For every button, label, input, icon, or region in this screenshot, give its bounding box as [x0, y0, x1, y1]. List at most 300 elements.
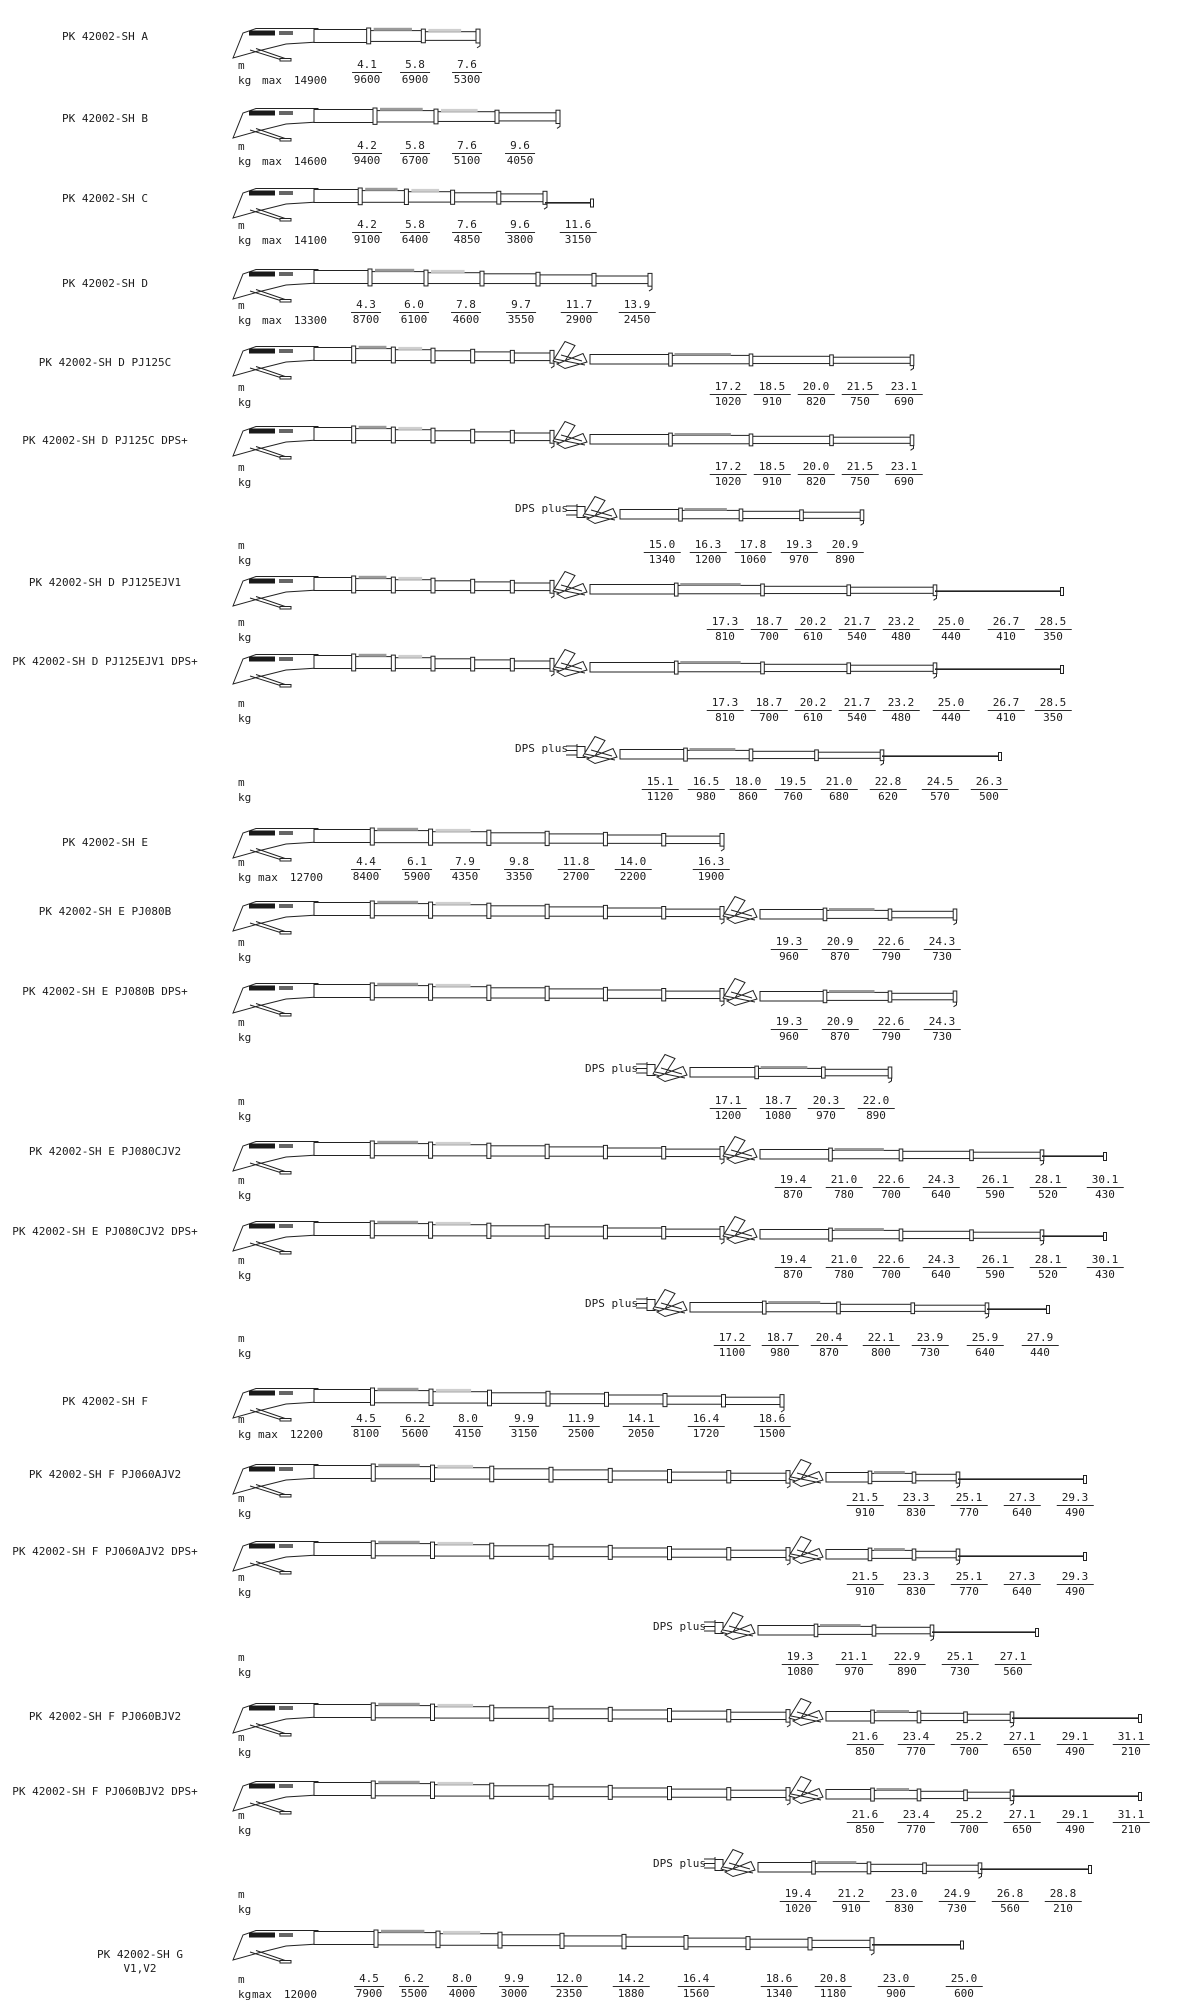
- outreach-value: 20.0: [798, 381, 835, 395]
- model-label-line2: V1,V2: [123, 1962, 157, 1975]
- capacity-value: 210: [1121, 1745, 1141, 1758]
- unit-m-label: m: [238, 776, 245, 789]
- capacity-value: 1020: [714, 475, 742, 488]
- outreach-value: 29.1: [1057, 1809, 1094, 1823]
- capacity-value: 490: [1065, 1506, 1085, 1519]
- max-value: 13300: [293, 314, 327, 327]
- dps-plus-label: DPS plus: [515, 742, 568, 755]
- capacity-value: 850: [855, 1823, 875, 1836]
- capacity-value: 1180: [819, 1987, 847, 2000]
- model-label: PK 42002-SH D PJ125C DPS+: [22, 434, 188, 447]
- outreach-value: 21.0: [821, 776, 858, 790]
- capacity-value: 3150: [510, 1427, 538, 1440]
- outreach-value: 23.0: [886, 1888, 923, 1902]
- outreach-value: 12.0: [551, 1973, 588, 1987]
- model-label: PK 42002-SH E PJ080CJV2 DPS+: [12, 1225, 198, 1238]
- capacity-value: 750: [850, 395, 870, 408]
- outreach-value: 7.6: [452, 140, 482, 154]
- capacity-value: 730: [950, 1665, 970, 1678]
- outreach-value: 23.4: [898, 1731, 935, 1745]
- capacity-value: 5100: [453, 154, 481, 167]
- unit-kg-label: kg: [238, 951, 252, 964]
- outreach-value: 19.3: [781, 539, 818, 553]
- outreach-value: 6.0: [399, 299, 429, 313]
- outreach-value: 24.3: [924, 1016, 961, 1030]
- crane-diagram: [566, 733, 1010, 779]
- unit-m-label: m: [238, 1332, 245, 1345]
- crane-diagram: [704, 1609, 1047, 1655]
- capacity-value: 810: [715, 630, 735, 643]
- capacity-value: 870: [830, 950, 850, 963]
- max-prefix: max: [262, 314, 282, 327]
- outreach-value: 21.2: [833, 1888, 870, 1902]
- model-label: PK 42002-SH E PJ080CJV2: [28, 1145, 182, 1158]
- capacity-value: 2900: [565, 313, 593, 326]
- capacity-value: 350: [1043, 711, 1063, 724]
- crane-diagram: [228, 975, 965, 1021]
- capacity-value: 1200: [694, 553, 722, 566]
- outreach-value: 20.9: [827, 539, 864, 553]
- capacity-value: 770: [959, 1585, 979, 1598]
- outreach-value: 25.9: [967, 1332, 1004, 1346]
- outreach-value: 7.6: [452, 59, 482, 73]
- max-capacity: [258, 1428, 323, 1441]
- capacity-value: 210: [1121, 1823, 1141, 1836]
- capacity-value: 350: [1043, 630, 1063, 643]
- outreach-value: 21.5: [847, 1492, 884, 1506]
- capacity-value: 2350: [555, 1987, 583, 2000]
- capacity-value: 690: [894, 475, 914, 488]
- capacity-value: 610: [803, 711, 823, 724]
- outreach-value: 7.8: [451, 299, 481, 313]
- unit-m-label: m: [238, 936, 245, 949]
- capacity-value: 7900: [355, 1987, 383, 2000]
- capacity-value: 700: [881, 1268, 901, 1281]
- outreach-value: 27.3: [1004, 1492, 1041, 1506]
- crane-diagram: [228, 418, 922, 464]
- outreach-value: 18.5: [754, 461, 791, 475]
- capacity-value: 830: [906, 1506, 926, 1519]
- outreach-value: 28.1: [1030, 1174, 1067, 1188]
- unit-m-label: m: [238, 1809, 245, 1822]
- unit-kg-label: kg: [238, 234, 252, 247]
- capacity-value: 830: [906, 1585, 926, 1598]
- unit-m-label: m: [238, 461, 245, 474]
- unit-m-label: m: [238, 1973, 245, 1986]
- capacity-value: 650: [1012, 1823, 1032, 1836]
- capacity-value: 490: [1065, 1745, 1085, 1758]
- unit-kg-label: kg: [238, 791, 252, 804]
- unit-m-label: m: [238, 140, 245, 153]
- outreach-value: 22.6: [873, 1016, 910, 1030]
- outreach-value: 24.5: [922, 776, 959, 790]
- model-label: PK 42002-SH F: [61, 1395, 149, 1408]
- outreach-value: 28.1: [1030, 1254, 1067, 1268]
- outreach-value: 20.2: [795, 616, 832, 630]
- capacity-value: 970: [844, 1665, 864, 1678]
- max-prefix: max: [262, 155, 282, 168]
- outreach-value: 19.3: [771, 1016, 808, 1030]
- model-label: PK 42002-SH C: [61, 192, 149, 205]
- capacity-value: 2200: [619, 870, 647, 883]
- capacity-value: 700: [759, 711, 779, 724]
- capacity-value: 8400: [352, 870, 380, 883]
- max-prefix: max: [262, 234, 282, 247]
- model-label: PK 42002-SH D: [61, 277, 149, 290]
- capacity-value: 700: [959, 1745, 979, 1758]
- outreach-value: 30.1: [1087, 1174, 1124, 1188]
- capacity-value: 890: [897, 1665, 917, 1678]
- max-prefix: max: [262, 74, 282, 87]
- outreach-value: 18.7: [762, 1332, 799, 1346]
- capacity-value: 730: [947, 1902, 967, 1915]
- capacity-value: 520: [1038, 1268, 1058, 1281]
- crane-diagram: [636, 1286, 1058, 1332]
- outreach-value: 19.4: [775, 1254, 812, 1268]
- outreach-value: 22.6: [873, 1254, 910, 1268]
- crane-diagram: [228, 893, 965, 939]
- model-label: PK 42002-SH B: [61, 112, 149, 125]
- unit-kg-label: kg: [238, 871, 252, 884]
- capacity-value: 730: [920, 1346, 940, 1359]
- outreach-value: 20.0: [798, 461, 835, 475]
- capacity-value: 790: [881, 1030, 901, 1043]
- outreach-value: 9.9: [499, 1973, 529, 1987]
- max-value: 14100: [293, 234, 327, 247]
- outreach-value: 17.8: [735, 539, 772, 553]
- unit-m-label: m: [238, 1731, 245, 1744]
- capacity-value: 410: [996, 630, 1016, 643]
- capacity-value: 6100: [400, 313, 428, 326]
- unit-kg-label: kg: [238, 1824, 252, 1837]
- dps-plus-label: DPS plus: [585, 1297, 638, 1310]
- capacity-value: 700: [959, 1823, 979, 1836]
- capacity-value: 430: [1095, 1188, 1115, 1201]
- outreach-value: 4.4: [351, 856, 381, 870]
- capacity-value: 780: [834, 1268, 854, 1281]
- outreach-value: 23.1: [886, 381, 923, 395]
- capacity-value: 3150: [564, 233, 592, 246]
- capacity-value: 770: [959, 1506, 979, 1519]
- capacity-value: 9100: [353, 233, 381, 246]
- outreach-value: 4.5: [354, 1973, 384, 1987]
- capacity-value: 480: [891, 711, 911, 724]
- model-label: PK 42002-SH D PJ125C: [38, 356, 172, 369]
- capacity-value: 830: [894, 1902, 914, 1915]
- unit-kg-label: kg: [238, 1189, 252, 1202]
- outreach-value: 17.2: [710, 461, 747, 475]
- capacity-value: 780: [834, 1188, 854, 1201]
- outreach-value: 18.6: [754, 1413, 791, 1427]
- capacity-value: 560: [1003, 1665, 1023, 1678]
- capacity-value: 620: [878, 790, 898, 803]
- capacity-value: 750: [850, 475, 870, 488]
- outreach-value: 22.9: [889, 1651, 926, 1665]
- capacity-value: 700: [759, 630, 779, 643]
- capacity-value: 870: [783, 1268, 803, 1281]
- capacity-value: 2500: [567, 1427, 595, 1440]
- outreach-value: 28.5: [1035, 697, 1072, 711]
- outreach-value: 16.5: [688, 776, 725, 790]
- outreach-value: 21.0: [826, 1174, 863, 1188]
- unit-kg-label: kg: [238, 1903, 252, 1916]
- crane-diagram: [228, 1922, 972, 1968]
- capacity-value: 870: [830, 1030, 850, 1043]
- capacity-value: 480: [891, 630, 911, 643]
- outreach-value: 4.2: [352, 219, 382, 233]
- capacity-value: 1900: [697, 870, 725, 883]
- capacity-value: 8100: [352, 1427, 380, 1440]
- capacity-value: 5600: [401, 1427, 429, 1440]
- capacity-value: 640: [975, 1346, 995, 1359]
- outreach-value: 25.1: [942, 1651, 979, 1665]
- capacity-value: 560: [1000, 1902, 1020, 1915]
- capacity-value: 1340: [648, 553, 676, 566]
- outreach-value: 26.7: [988, 697, 1025, 711]
- crane-diagram: [228, 820, 732, 866]
- capacity-value: 1500: [758, 1427, 786, 1440]
- capacity-value: 870: [783, 1188, 803, 1201]
- capacity-value: 640: [1012, 1585, 1032, 1598]
- outreach-value: 6.1: [402, 856, 432, 870]
- capacity-value: 4850: [453, 233, 481, 246]
- max-capacity: [262, 155, 327, 168]
- outreach-value: 25.0: [933, 697, 970, 711]
- capacity-value: 1880: [617, 1987, 645, 2000]
- outreach-value: 18.7: [760, 1095, 797, 1109]
- outreach-value: 28.8: [1045, 1888, 1082, 1902]
- outreach-value: 11.9: [563, 1413, 600, 1427]
- crane-diagram: [228, 568, 1072, 614]
- unit-kg-label: kg: [238, 554, 252, 567]
- unit-m-label: m: [238, 1492, 245, 1505]
- outreach-value: 24.3: [923, 1254, 960, 1268]
- outreach-value: 31.1: [1113, 1731, 1150, 1745]
- outreach-value: 19.3: [771, 936, 808, 950]
- model-label: PK 42002-SH D PJ125EJV1 DPS+: [12, 655, 198, 668]
- outreach-value: 27.9: [1022, 1332, 1059, 1346]
- outreach-value: 27.1: [1004, 1809, 1041, 1823]
- capacity-value: 970: [816, 1109, 836, 1122]
- max-value: 14900: [293, 74, 327, 87]
- capacity-value: 1720: [692, 1427, 720, 1440]
- capacity-value: 910: [855, 1506, 875, 1519]
- outreach-value: 25.1: [951, 1492, 988, 1506]
- unit-kg-label: kg: [238, 631, 252, 644]
- unit-m-label: m: [238, 539, 245, 552]
- outreach-value: 21.6: [847, 1809, 884, 1823]
- capacity-value: 6700: [401, 154, 429, 167]
- outreach-value: 26.1: [977, 1174, 1014, 1188]
- unit-kg-label: kg: [238, 712, 252, 725]
- outreach-value: 21.5: [847, 1571, 884, 1585]
- unit-kg-label: kg: [238, 74, 252, 87]
- capacity-value: 610: [803, 630, 823, 643]
- unit-m-label: m: [238, 1571, 245, 1584]
- capacity-value: 970: [789, 553, 809, 566]
- crane-diagram: [228, 338, 922, 384]
- unit-m-label: m: [238, 1174, 245, 1187]
- outreach-value: 22.8: [870, 776, 907, 790]
- outreach-value: 21.7: [839, 616, 876, 630]
- unit-m-label: m: [238, 1413, 245, 1426]
- unit-kg-label: kg: [238, 1031, 252, 1044]
- outreach-value: 19.5: [775, 776, 812, 790]
- capacity-value: 410: [996, 711, 1016, 724]
- outreach-value: 23.9: [912, 1332, 949, 1346]
- capacity-value: 500: [979, 790, 999, 803]
- outreach-value: 21.5: [842, 381, 879, 395]
- outreach-value: 23.0: [878, 1973, 915, 1987]
- capacity-value: 770: [906, 1745, 926, 1758]
- outreach-value: 5.8: [400, 59, 430, 73]
- outreach-value: 14.0: [615, 856, 652, 870]
- outreach-value: 21.6: [847, 1731, 884, 1745]
- outreach-value: 11.6: [560, 219, 597, 233]
- capacity-value: 490: [1065, 1823, 1085, 1836]
- capacity-value: 960: [779, 1030, 799, 1043]
- outreach-value: 26.1: [977, 1254, 1014, 1268]
- dps-plus-label: DPS plus: [585, 1062, 638, 1075]
- outreach-value: 26.8: [992, 1888, 1029, 1902]
- capacity-value: 810: [715, 711, 735, 724]
- unit-m-label: m: [238, 856, 245, 869]
- capacity-value: 640: [931, 1268, 951, 1281]
- outreach-value: 20.9: [822, 1016, 859, 1030]
- capacity-value: 1020: [714, 395, 742, 408]
- model-label: PK 42002-SH F PJ060AJV2 DPS+: [12, 1545, 198, 1558]
- capacity-value: 910: [841, 1902, 861, 1915]
- capacity-value: 650: [1012, 1745, 1032, 1758]
- outreach-value: 6.2: [399, 1973, 429, 1987]
- capacity-value: 440: [941, 630, 961, 643]
- outreach-value: 20.2: [795, 697, 832, 711]
- unit-m-label: m: [238, 1651, 245, 1664]
- capacity-value: 3000: [500, 1987, 528, 2000]
- capacity-value: 5500: [400, 1987, 428, 2000]
- max-value: 14600: [293, 155, 327, 168]
- capacity-value: 790: [881, 950, 901, 963]
- unit-m-label: m: [238, 59, 245, 72]
- capacity-value: 210: [1053, 1902, 1073, 1915]
- crane-diagram: [636, 1051, 900, 1097]
- outreach-value: 4.1: [352, 59, 382, 73]
- capacity-value: 5300: [453, 73, 481, 86]
- outreach-value: 23.2: [883, 616, 920, 630]
- outreach-value: 26.7: [988, 616, 1025, 630]
- unit-kg-label: kg: [238, 1988, 252, 2000]
- outreach-value: 18.6: [761, 1973, 798, 1987]
- max-capacity: [252, 1988, 317, 2000]
- outreach-value: 25.0: [933, 616, 970, 630]
- capacity-value: 440: [941, 711, 961, 724]
- capacity-value: 570: [930, 790, 950, 803]
- outreach-value: 18.7: [751, 616, 788, 630]
- capacity-value: 960: [779, 950, 799, 963]
- capacity-value: 770: [906, 1823, 926, 1836]
- outreach-value: 31.1: [1113, 1809, 1150, 1823]
- model-label: PK 42002-SH F PJ060BJV2: [28, 1710, 182, 1723]
- unit-kg-label: kg: [238, 155, 252, 168]
- capacity-value: 1100: [718, 1346, 746, 1359]
- outreach-value: 29.3: [1057, 1571, 1094, 1585]
- outreach-value: 17.1: [710, 1095, 747, 1109]
- capacity-value: 700: [881, 1188, 901, 1201]
- unit-kg-label: kg: [238, 1428, 252, 1441]
- capacity-value: 730: [932, 1030, 952, 1043]
- outreach-value: 14.1: [623, 1413, 660, 1427]
- capacity-value: 1120: [646, 790, 674, 803]
- capacity-value: 6900: [401, 73, 429, 86]
- crane-diagram: [566, 493, 872, 539]
- capacity-value: 1020: [784, 1902, 812, 1915]
- outreach-value: 16.4: [688, 1413, 725, 1427]
- outreach-value: 22.1: [863, 1332, 900, 1346]
- unit-m-label: m: [238, 299, 245, 312]
- outreach-value: 25.1: [951, 1571, 988, 1585]
- outreach-value: 8.0: [447, 1973, 477, 1987]
- unit-m-label: m: [238, 1016, 245, 1029]
- outreach-value: 24.3: [924, 936, 961, 950]
- outreach-value: 18.7: [751, 697, 788, 711]
- outreach-value: 18.5: [754, 381, 791, 395]
- outreach-value: 22.0: [858, 1095, 895, 1109]
- capacity-value: 850: [855, 1745, 875, 1758]
- unit-kg-label: kg: [238, 1347, 252, 1360]
- outreach-value: 24.3: [923, 1174, 960, 1188]
- capacity-value: 3350: [505, 870, 533, 883]
- capacity-value: 980: [696, 790, 716, 803]
- capacity-value: 3800: [506, 233, 534, 246]
- unit-m-label: m: [238, 697, 245, 710]
- outreach-value: 27.1: [1004, 1731, 1041, 1745]
- outreach-value: 23.2: [883, 697, 920, 711]
- unit-kg-label: kg: [238, 1110, 252, 1123]
- capacity-value: 430: [1095, 1268, 1115, 1281]
- capacity-value: 9400: [353, 154, 381, 167]
- outreach-value: 18.0: [730, 776, 767, 790]
- outreach-value: 11.7: [561, 299, 598, 313]
- capacity-value: 600: [954, 1987, 974, 2000]
- outreach-value: 21.1: [836, 1651, 873, 1665]
- dps-plus-label: DPS plus: [515, 502, 568, 515]
- outreach-value: 22.6: [873, 936, 910, 950]
- capacity-value: 490: [1065, 1585, 1085, 1598]
- capacity-value: 520: [1038, 1188, 1058, 1201]
- outreach-value: 21.7: [839, 697, 876, 711]
- outreach-value: 25.2: [951, 1809, 988, 1823]
- crane-diagram: [228, 646, 1072, 692]
- outreach-value: 9.9: [509, 1413, 539, 1427]
- outreach-value: 9.8: [504, 856, 534, 870]
- outreach-value: 30.1: [1087, 1254, 1124, 1268]
- capacity-value: 6400: [401, 233, 429, 246]
- outreach-value: 23.4: [898, 1809, 935, 1823]
- capacity-value: 890: [866, 1109, 886, 1122]
- capacity-value: 800: [871, 1346, 891, 1359]
- outreach-value: 19.3: [782, 1651, 819, 1665]
- max-value: 12000: [283, 1988, 317, 2000]
- capacity-value: 680: [829, 790, 849, 803]
- max-prefix: max: [258, 871, 278, 884]
- capacity-value: 890: [835, 553, 855, 566]
- capacity-value: 730: [932, 950, 952, 963]
- capacity-value: 4000: [448, 1987, 476, 2000]
- unit-m-label: m: [238, 616, 245, 629]
- capacity-value: 640: [1012, 1506, 1032, 1519]
- capacity-value: 5900: [403, 870, 431, 883]
- outreach-value: 21.5: [842, 461, 879, 475]
